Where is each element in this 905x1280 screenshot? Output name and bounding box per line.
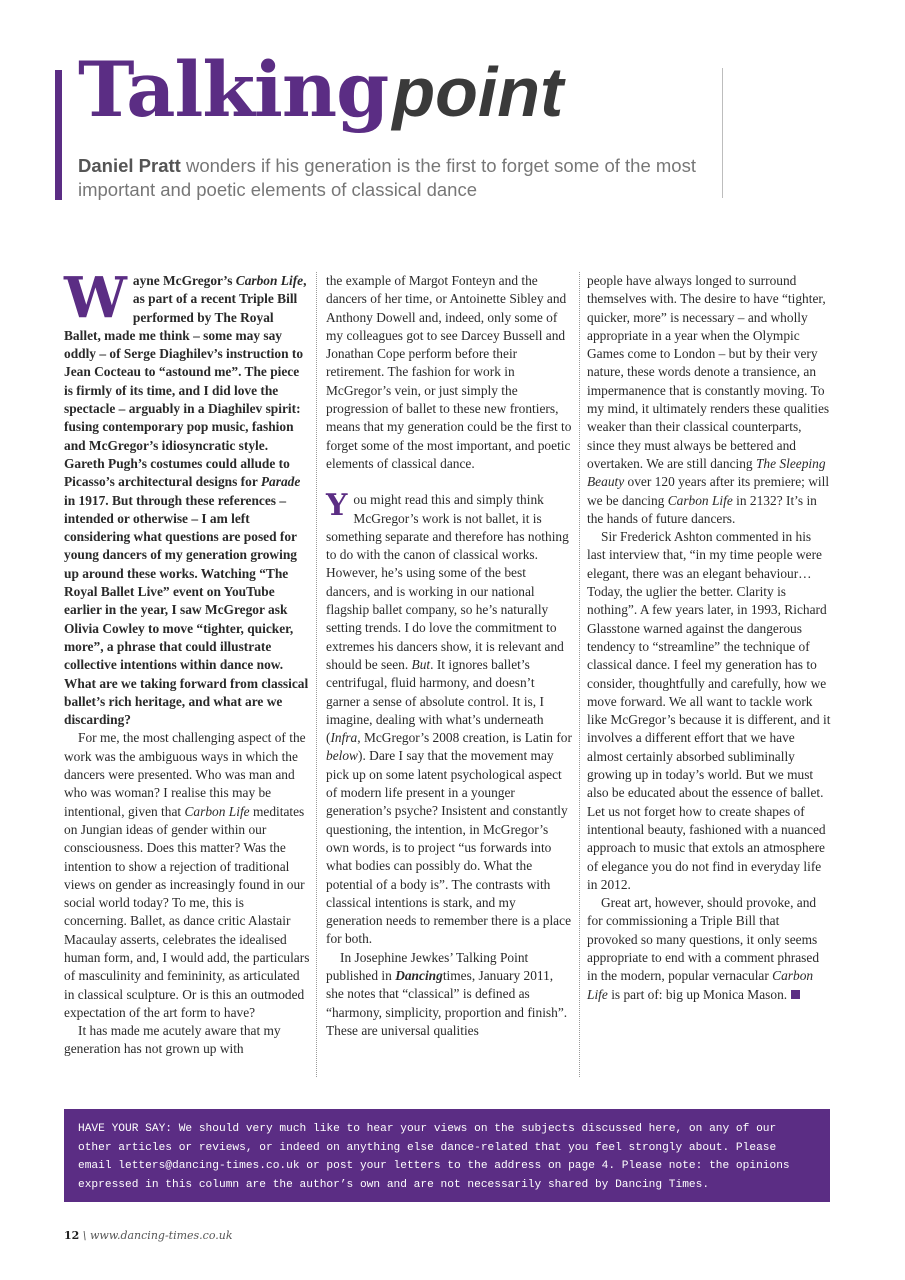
magazine-name: Dancing (395, 967, 443, 983)
page-title (78, 45, 564, 134)
body-paragraph: It has made me acutely aware that my generation has not grown up with (64, 1023, 281, 1057)
text-run: , January 2011, she notes that “classical” is defined as “harmony, simplicity, proportion and finish”. These are universal qualities (326, 967, 568, 1038)
work-title: The Sleeping Beauty (587, 455, 826, 490)
article-column-1 (64, 265, 310, 1059)
body-paragraph (326, 949, 572, 1040)
text-run: ou might read this and simply think McGregor’s work is not ballet, it is something separate and therefore has nothing to do with the canon of classical works. However, he’s using some of the best dancers, and is working in our national flagship ballet company, so he’s naturally setting trends. I do love the commitment to extremes his dancers show, it is relevant and should be seen. (326, 492, 569, 672)
standfirst-text: wonders if his generation is the first to forget some of the most important and poetic elements of classical dance (78, 155, 696, 200)
work-title: Carbon Life (587, 968, 814, 1002)
emphasis: below (326, 748, 358, 764)
website-link[interactable]: www.dancing-times.co.uk (90, 1229, 233, 1242)
column-divider (579, 272, 580, 1077)
body-paragraph (587, 272, 831, 528)
text-run: . It ignores ballet’s centrifugal, fluid harmony, and doesn’t garner a sense of absolute control. It is, I imagine, dealing with what’s underneath ( (326, 656, 544, 746)
work-title: Carbon Life (667, 492, 733, 508)
drop-cap: W (64, 265, 127, 331)
text-run: people have always longed to surround themselves with. The desire to have “tighter, quicker, more” is necessary – and wholly appropriate in a year when the Olympic Games come to London – but by their very nature, these words denote a transience, an impermanence that is constantly moving. To my mind, it ultimately renders these qualities weaker than their classical counterparts, since they must always be bettered and overtaken. We are still dancing (587, 273, 830, 471)
page-footer (64, 1229, 233, 1242)
have-your-say-text: HAVE YOUR SAY: We should very much like to hear your views on the subjects discussed here, on any of our other articles or reviews, or indeed on anything else dance-related that you feel strongly about. Please email letters@dancing-times.co.uk or post your letters to the address on page 4. Please note: the opinions expressed in this column are the author’s own and are not necessarily shared by Dancing Times. (78, 1123, 790, 1191)
column-divider (316, 272, 317, 1077)
drop-cap: Y (326, 488, 348, 524)
title-light-part: point (392, 53, 564, 131)
emphasis: But (411, 656, 431, 672)
header-divider (722, 68, 723, 198)
text-run: For me, the most challenging aspect of the work was the ambiguous ways in which the dancers were presented. Who was man and who was woman? I realise this may be intentional, given that (64, 730, 306, 819)
text-run: Great art, however, should provoke, and for commissioning a Triple Bill that provoked so many questions, it only seems appropriate to end with a comment phrased in the modern, popular vernacular (587, 895, 820, 984)
text-run: over 120 years after its premiere; will we be dancing (587, 474, 830, 508)
standfirst (78, 154, 708, 202)
text-run: ). Dare I say that the movement may pick up on some latent psychological aspect of modern life present in a younger generation’s psyche? Insistent and constantly questioning, the intention, in McGregor’s own words, is to project “us forwards into what bodies can possibly do. What the potential of a body is”. The contrasts with classical intentions is stark, and my generation needs to remember there is a place for both. (326, 748, 572, 947)
text-run: in 2132? It’s in the hands of future dancers. (587, 492, 817, 526)
article-column-3 (587, 272, 831, 1004)
work-title: Carbon Life (235, 273, 304, 288)
work-title: Carbon Life (184, 803, 250, 819)
body-paragraph (326, 488, 572, 948)
have-your-say-box (64, 1109, 830, 1202)
body-paragraph (64, 729, 310, 1022)
text-run: , as part of a recent Triple Bill performed by The Royal Ballet, made me think – some may say oddly – of Serge Diaghilev’s instruction to Jean Cocteau to “astound me”. The piece is firmly of its time, and I did love the spectacle – arguably in a Diaghilev spirit: fusing contemporary pop music, fashion and McGregor’s idiosyncratic style. Gareth Pugh’s costumes could allude to Picasso’s architectural designs for (64, 273, 307, 490)
page-number: 12 (64, 1229, 80, 1242)
body-paragraph (587, 894, 831, 1004)
magazine-name-suffix: times (442, 967, 472, 983)
end-mark-icon (791, 990, 800, 999)
author-name: Daniel Pratt (78, 155, 181, 176)
article-column-2 (326, 272, 572, 1040)
text-run: meditates on Jungian ideas of gender within our consciousness. Does this matter? Was the intention to show a rejection of traditional views on gender as increasingly found in our social world today? To me, this is concerning. Ballet, as dance critic Alastair Macaulay asserts, celebrates the idealised human form, and, I would add, the particulars of masculinity and femininity, as articulated in classical sculpture. Or is this an outmoded expectation of the art form to have? (64, 803, 310, 1020)
text-run: is part of: big up Monica Mason. (607, 986, 788, 1002)
body-paragraph: the example of Margot Fonteyn and the dancers of her time, or Antoinette Sibley and Anthony Dowell and, indeed, only some of my colleagues got to see Darcey Bussell and Jonathan Cope perform before their retirement. The fashion for work in McGregor’s vein, or just simply the progression of ballet to these new frontiers, means that my generation could be the first to forget some of the most important, and poetic elements of classical dance. (326, 273, 572, 471)
title-accent-bar (55, 70, 62, 200)
text-run: , McGregor’s 2008 creation, is Latin for (357, 730, 572, 746)
title-bold-part: Talking (78, 45, 389, 134)
text-run: in 1917. But through these references – intended or otherwise – I am left considering what questions are posed for young dancers of my generation growing up around these works. Watching “The Royal Ballet Live” event on YouTube earlier in the year, I saw McGregor ask Olivia Cowley to move “tighter, quicker, more”, a phrase that could illustrate collective intentions within dance now. What are we taking forward from classical ballet’s rich heritage, and what are we discarding? (64, 492, 309, 728)
footer-separator: \ (79, 1229, 91, 1242)
intro-paragraph (64, 265, 310, 729)
body-paragraph: Sir Frederick Ashton commented in his last interview that, “in my time people were elegant, there was an elegant behaviour… Today, the uglier the better. Clarity is nothing”. A few years later, in 1993, Richard Glasstone warned against the dangerous tendency to “streamline” the technique of classical dance. I feel my generation has to consider, thoughtfully and carefully, how we move forward. We all want to tackle work like McGregor’s because it is different, and it involves a different effort that we have almost certainly absorbed subliminally growing up in today’s world. But we must also be educated about the essence of ballet. Let us not forget how to create shapes of intentional beauty, fashioned with a nuanced approach to music that extols an atmosphere of elegance you do not find in everyday life in 2012. (587, 529, 831, 892)
work-title: Parade (260, 474, 301, 490)
text-run: In Josephine Jewkes’ Talking Point published in (326, 949, 529, 983)
text-run: ayne McGregor’s (132, 273, 236, 288)
work-title: Infra (330, 730, 358, 746)
